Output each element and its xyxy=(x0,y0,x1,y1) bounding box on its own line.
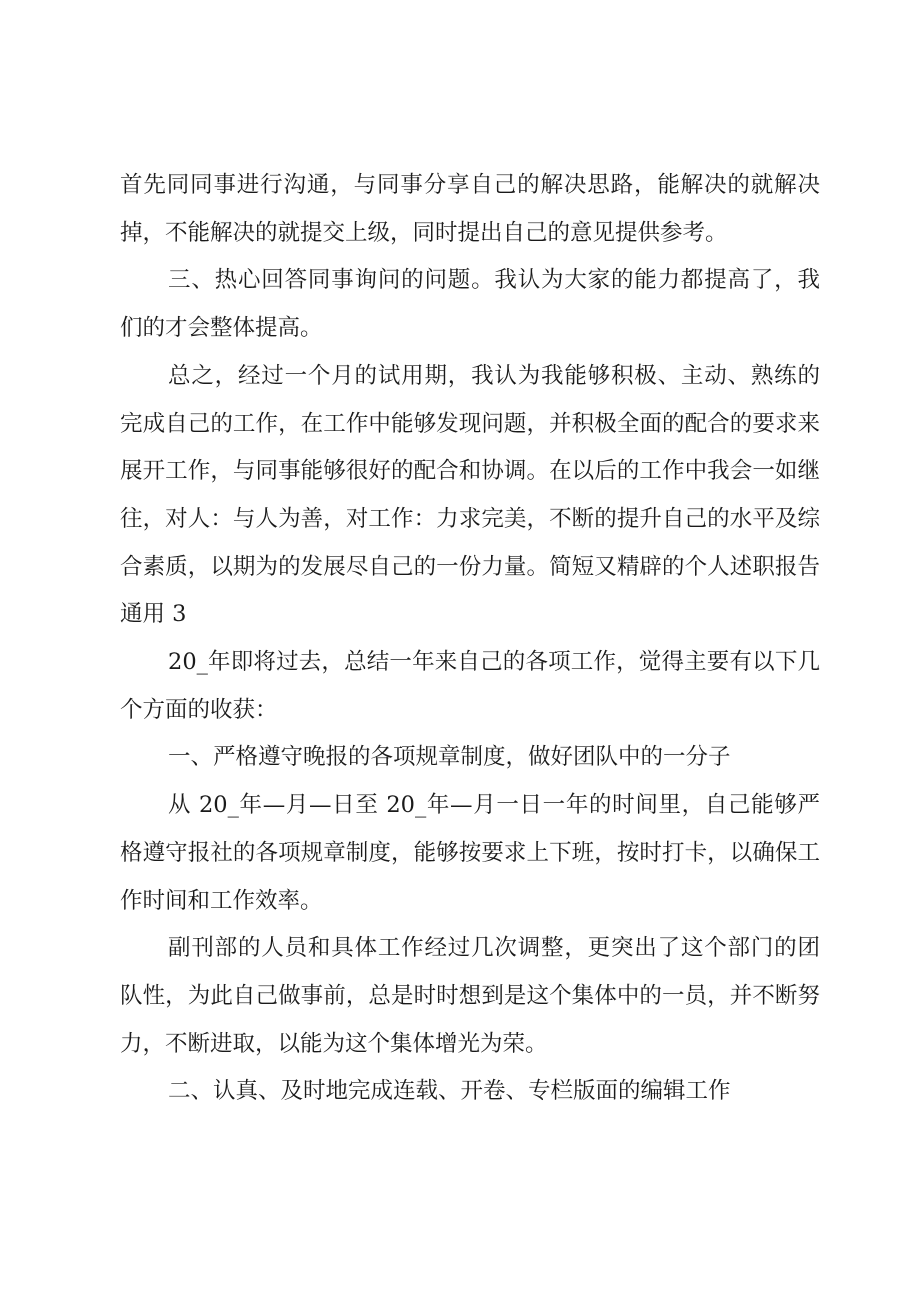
paragraph-3: 总之，经过一个月的试用期，我认为我能够积极、主动、熟练的完成自己的工作，在工作中能够发现问题，并积极全面的配合的要求来展开工作，与同事能够很好的配合和协调。在以后的工作中我会一如继往，对人：与人为善，对工作：力求完美，不断的提升自己的水平及综合素质，以期为的发展尽自己的一份力量。简短又精辟的个人述职报告通用 3 xyxy=(120,362,820,628)
paragraph-7: 副刊部的人员和具体工作经过几次调整，更突出了这个部门的团队性，为此自己做事前，总是时时想到是这个集体中的一员，并不断努力，不断进取，以能为这个集体增光为荣。 xyxy=(120,935,820,1057)
paragraph-5: 一、严格遵守晚报的各项规章制度，做好团队中的一分子 xyxy=(168,744,731,771)
paragraph-8: 二、认真、及时地完成连载、开卷、专栏版面的编辑工作 xyxy=(168,1078,731,1105)
document-body xyxy=(120,162,820,1116)
paragraph-4: 20_年即将过去，总结一年来自己的各项工作，觉得主要有以下几个方面的收获： xyxy=(120,649,820,723)
paragraph-6: 从 20_年—月—日至 20_年—月一日一年的时间里，自己能够严格遵守报社的各项规章制度，能够按要求上下班，按时打卡，以确保工作时间和工作效率。 xyxy=(120,792,820,914)
paragraph-2: 三、热心回答同事询问的问题。我认为大家的能力都提高了，我们的才会整体提高。 xyxy=(120,267,820,342)
paragraph-1: 首先同同事进行沟通，与同事分享自己的解决思路，能解决的就解决掉，不能解决的就提交上级，同时提出自己的意见提供参考。 xyxy=(120,172,820,246)
